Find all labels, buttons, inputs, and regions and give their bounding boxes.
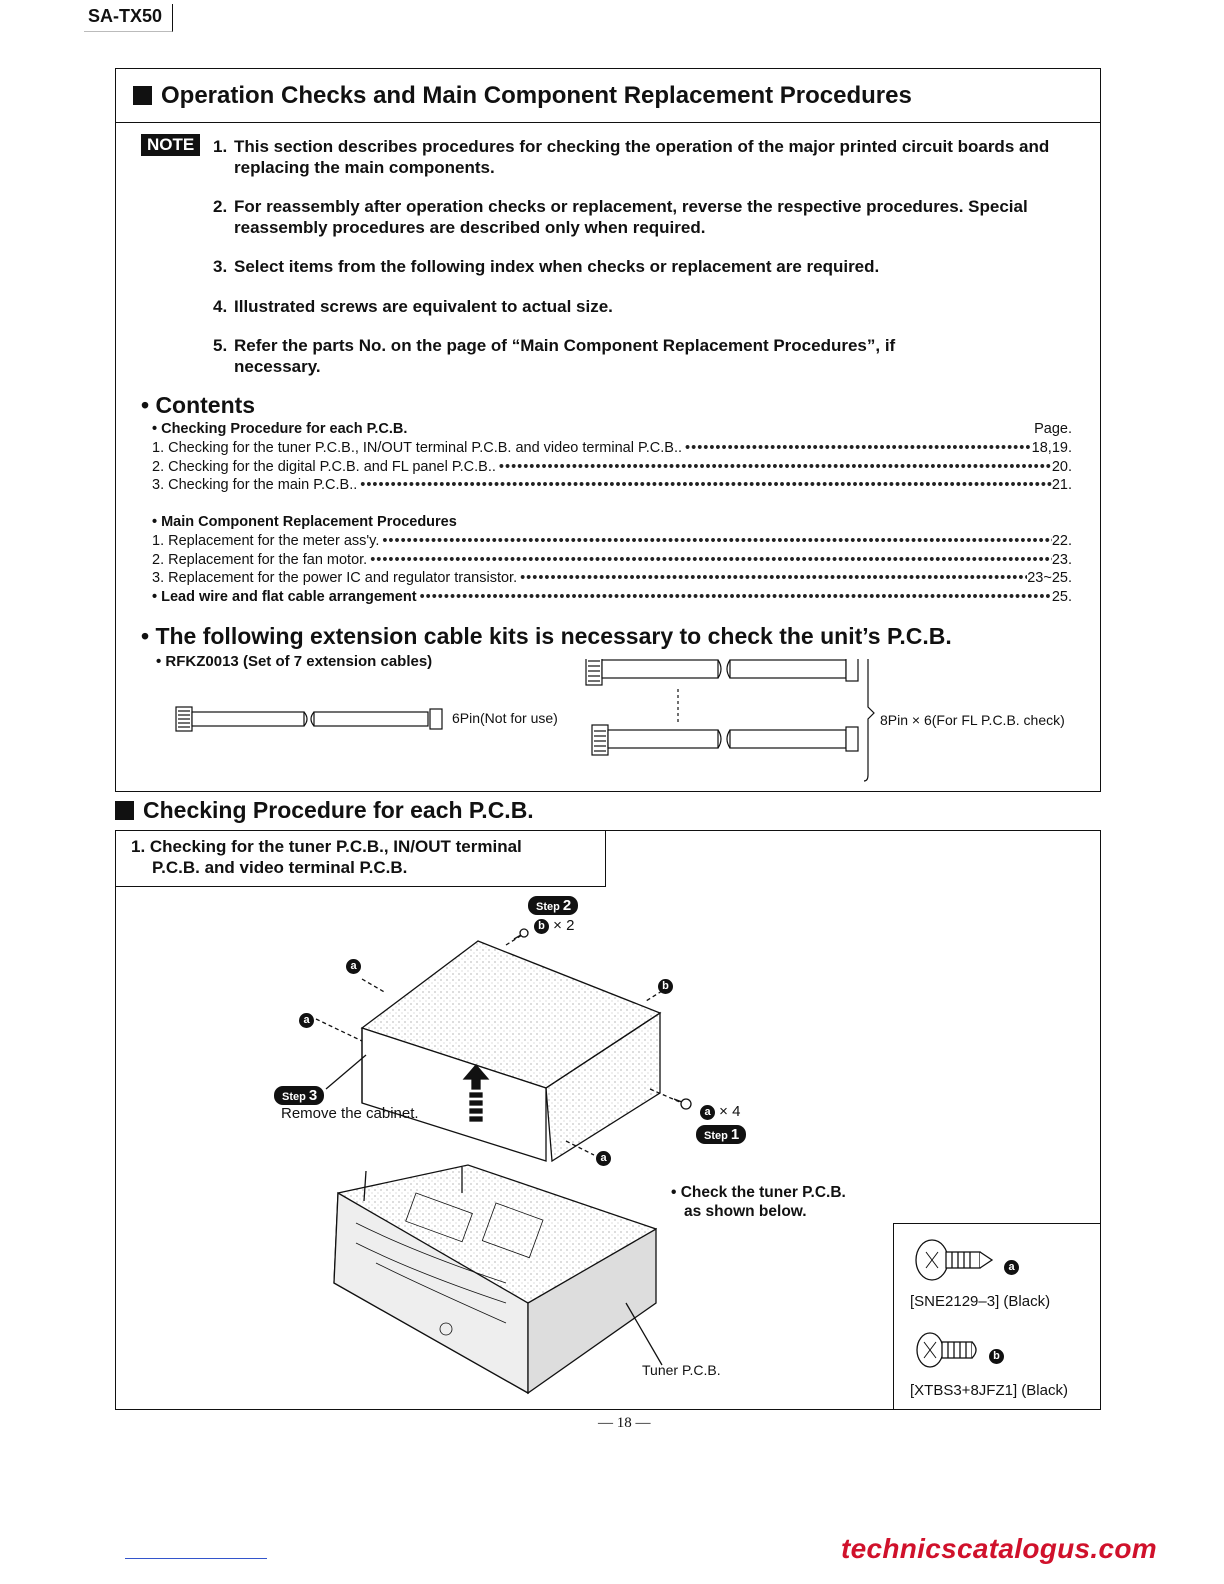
toc-row[interactable]: 1. Replacement for the meter ass'y. ••••• 22.	[152, 532, 1072, 551]
screw-a-part: [SNE2129–3] (Black)	[910, 1293, 1051, 1310]
callout-a: a	[346, 957, 361, 975]
page-label: Page.	[1034, 421, 1072, 437]
model-label: SA-TX50	[84, 4, 173, 32]
screw-icon	[514, 929, 528, 939]
step2-badge: Step 2	[528, 896, 578, 915]
note-list	[213, 137, 1073, 396]
square-bullet-icon	[133, 86, 152, 105]
check-instruction: • Check the tuner P.C.B. as shown below.	[671, 1184, 846, 1220]
footer-rule	[125, 1558, 267, 1559]
cable-8pin-label: 8Pin × 6(For FL P.C.B. check)	[880, 712, 1065, 728]
main-title: Operation Checks and Main Component Replacement Procedures	[133, 82, 912, 110]
note-item: 3. Select items from the following index when checks or replacement are required.	[213, 257, 880, 276]
toc-row[interactable]: 3. Checking for the main P.C.B.. ••••• 21.	[152, 476, 1072, 495]
toc-group-title: • Main Component Replacement Procedures	[152, 514, 457, 530]
toc-group-replacement	[152, 513, 1072, 607]
screw-a-icon	[912, 1238, 1012, 1282]
cable-6pin-label: 6Pin(Not for use)	[452, 710, 558, 726]
kit-label: • RFKZ0013 (Set of 7 extension cables)	[156, 653, 433, 670]
cable-8pin-bottom-icon	[592, 725, 858, 755]
step3-badge: Step 3	[274, 1086, 324, 1105]
toc-row[interactable]: 2. Replacement for the fan motor. ••••• 23.	[152, 551, 1072, 570]
operation-checks-box	[115, 68, 1101, 792]
screw-a-letter: a	[1004, 1258, 1019, 1276]
note-badge: NOTE	[141, 134, 200, 156]
screw-b-letter: b	[989, 1347, 1004, 1365]
remove-cabinet-label: Remove the cabinet.	[281, 1105, 419, 1122]
note-item: 4. Illustrated screws are equivalent to actual size.	[213, 296, 613, 316]
toc-row[interactable]: 2. Checking for the digital P.C.B. and FL panel P.C.B.. ••••• 20.	[152, 458, 1072, 477]
note-item: 5. Refer the parts No. on the page of “Main Component Replacement Procedures”, if necessary.	[213, 336, 896, 376]
toc-group-checking	[152, 420, 1072, 495]
toc-group-title: • Checking Procedure for each P.C.B.	[152, 421, 408, 437]
toc-row[interactable]: 3. Replacement for the power IC and regulator transistor. ••••• 23~25.	[152, 569, 1072, 588]
screw-b-part: [XTBS3+8JFZ1] (Black)	[910, 1382, 1068, 1399]
screw-a-count: a × 4	[700, 1103, 740, 1120]
contents-heading: • Contents	[141, 392, 256, 418]
square-bullet-icon	[115, 801, 134, 820]
cable-8pin-top-icon	[586, 659, 858, 685]
step1-badge: Step 1	[696, 1125, 746, 1144]
note-item: 2. For reassembly after operation checks or replacement, reverse the respective procedures. Special reassembly procedures are described only when required.	[213, 197, 1028, 237]
note-item: 1. This section describes procedures for checking the operation of the major printed circuit boards and replacing the main components.	[213, 137, 1050, 177]
callout-a: a	[299, 1011, 314, 1029]
screw-b-count: b × 2	[534, 917, 574, 934]
tuner-check-box	[115, 830, 1101, 1410]
cable-6pin-icon	[176, 707, 442, 731]
watermark-link[interactable]: technicscatalogus.com	[841, 1533, 1157, 1564]
main-title-bar	[116, 69, 1100, 123]
screw-legend	[893, 1223, 1101, 1410]
toc-row[interactable]: • Lead wire and flat cable arrangement ••••• 25.	[152, 588, 1072, 607]
page-number: — 18 —	[598, 1415, 651, 1431]
screw-icon	[674, 1099, 691, 1109]
callout-b: b	[658, 977, 673, 995]
extension-heading: • The following extension cable kits is necessary to check the unit’s P.C.B.	[141, 623, 952, 649]
toc-row[interactable]: 1. Checking for the tuner P.C.B., IN/OUT terminal P.C.B. and video terminal P.C.B.. ••••• 18,19.	[152, 439, 1072, 458]
sub-heading: 1. Checking for the tuner P.C.B., IN/OUT terminal P.C.B. and video terminal P.C.B.	[116, 831, 606, 887]
tuner-pcb-label: Tuner P.C.B.	[642, 1362, 721, 1378]
callout-a: a	[596, 1149, 611, 1167]
section-title: Checking Procedure for each P.C.B.	[115, 797, 534, 824]
